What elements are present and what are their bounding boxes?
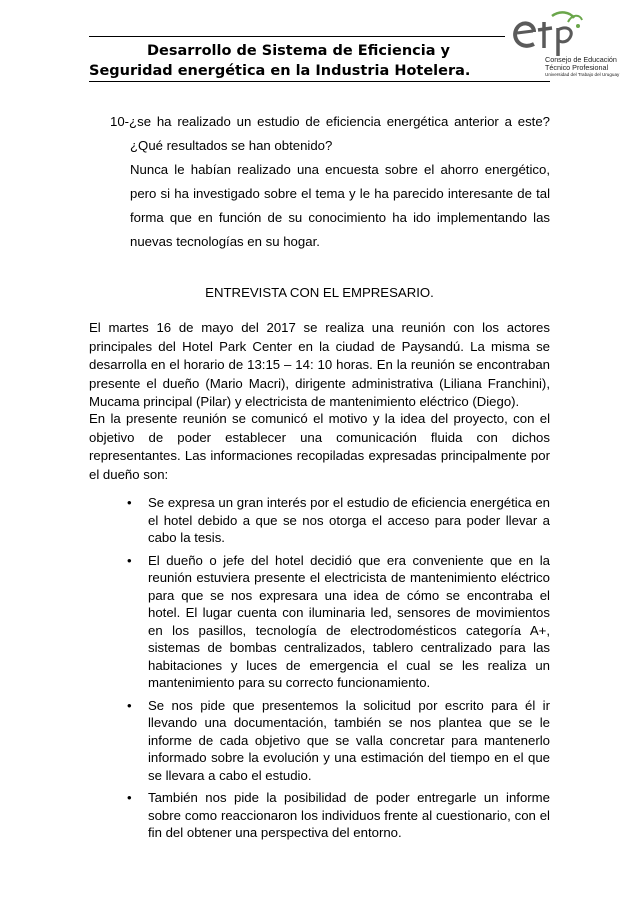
- cetp-logo: [508, 8, 633, 83]
- paragraph-purpose: En la presente reunión se comunicó el motivo y la idea del proyecto, con el objetivo de poder establecer una comunicación fluida con dichos representantes. Las informaciones recopiladas expresadas principalmente por el dueño son:: [89, 411, 550, 482]
- bullet-dot-icon: •: [127, 697, 132, 713]
- list-item: [89, 552, 550, 692]
- bullet-dot-icon: •: [127, 552, 132, 568]
- paragraph-meeting: El martes 16 de mayo del 2017 se realiza una reunión con los actores principales del Hotel Park Center en la ciudad de Paysandú. La misma se desarrolla en el horario de 13:15 – 14: 10 horas. En la reunión se encontraban presente el dueño (Mario Macri), dirigente administrativa (Liliana Franchini), Mucama principal (Pilar) y electricista de mantenimiento eléctrico (Diego).: [89, 320, 550, 409]
- header-rule-top: [89, 36, 505, 37]
- list-item-text: Se nos pide que presentemos la solicitud por escrito para él ir llevando una documentación, también se nos plantea que se le informe de cada objetivo que se valla concretar para mantenerlo informado sobre la evolución y una estimación del tiempo en el que se llevara a cabo el estudio.: [148, 697, 550, 783]
- document-title-line1: Desarrollo de Sistema de Eficiencia y: [147, 43, 450, 59]
- logo-text-line2: Técnico Profesional: [545, 63, 609, 72]
- section-title: ENTREVISTA CON EL EMPRESARIO.: [205, 285, 434, 300]
- list-item: [89, 789, 550, 842]
- question-10-text: 10-¿se ha realizado un estudio de eficiencia energética anterior a este?: [110, 114, 550, 129]
- list-item: [89, 697, 550, 785]
- list-item-text: Se expresa un gran interés por el estudio de eficiencia energética en el hotel debido a que se nos otorga el acceso para poder llevar a cabo la tesis.: [148, 495, 550, 545]
- logo-text-line1: Consejo de Educación: [545, 55, 617, 64]
- bullet-dot-icon: •: [127, 790, 132, 805]
- question-10-answer: [110, 158, 550, 254]
- list-item-text: El dueño o jefe del hotel decidió que era conveniente que en la reunión estuviera presente el electricista de mantenimiento eléctrico para que se nos expresara una idea de cómo se encontraba el hotel. El lugar cuenta con iluminaria led, sensores de movimientos en los pasillos, tecnología de electrodomésticos categoría A+, sistemas de bombas centralizados, tablero centralizado para las habitaciones y luces de emergencia el cual se les realiza un mantenimiento para su correcto funcionamiento.: [148, 552, 550, 690]
- logo-text-line3: Universidad del Trabajo del Uruguay: [545, 72, 620, 77]
- cetp-logo-mark: [508, 8, 633, 58]
- document-title: [89, 41, 509, 81]
- question-10-block: [110, 110, 550, 254]
- bullet-dot-icon: •: [127, 495, 132, 510]
- list-item-text: También nos pide la posibilidad de poder entregarle un informe sobre como reaccionaron los individuos frente al cuestionario, con el fin del obtener una perspectiva del entorno.: [148, 790, 550, 840]
- list-item: [89, 494, 550, 547]
- header-rule-bottom: [89, 81, 550, 82]
- findings-list: [89, 494, 550, 847]
- document-title-line2: Seguridad energética en la Industria Hotelera.: [89, 63, 471, 79]
- question-10-subtext: ¿Qué resultados se han obtenido?: [130, 138, 333, 153]
- question-10-answer-text: Nunca le habían realizado una encuesta sobre el ahorro energético, pero si ha investigado sobre el tema y le ha parecido interesante de tal forma que en función de su conocimiento ha ido implementando las nuevas tecnologías en su hogar.: [130, 162, 550, 249]
- page-header: [0, 0, 638, 100]
